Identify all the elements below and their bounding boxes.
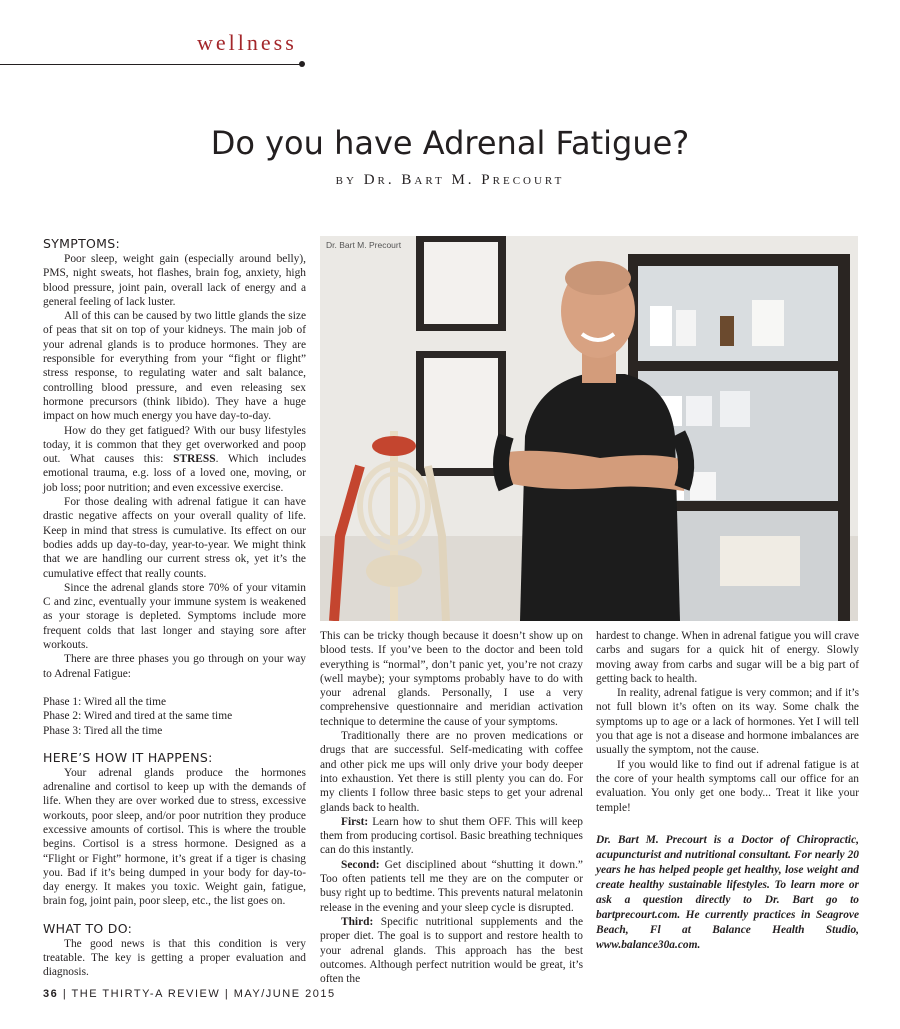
header-rule (0, 64, 302, 65)
step-text: Get disciplined about “shutting it down.” Too often patients tell me they are on the computer or busy right up to bedtime. This prevents natural melatonin release in the evening and your sleep cycle is disrupted. (320, 858, 583, 914)
footer-separator: | (62, 988, 68, 1000)
page-number: 36 (43, 988, 59, 1000)
paragraph: Traditionally there are no proven medications or drugs that are successful. Self-medicating with coffee and other pick me ups will only drive your body deeper into exhaustion. Yet there is still plenty you can do. For my clients I follow three basic steps to get your adrenal glands back to health. (320, 730, 583, 814)
paragraph: All of this can be caused by two little glands the size of peas that sit on top of your kidneys. The main job of your adrenal glands is to produce hormones. They are responsible for everything from your “fight or flight” stress response, to regulating water and salt balance, controlling blood pressure, and even releasing sex hormone precursors (think libido). They have a huge impact on how much energy you have day-to-day. (43, 310, 306, 423)
symptoms-heading: SYMPTOMS: (43, 236, 120, 251)
paragraph: The good news is that this condition is very treatable. The key is getting a proper evaluation and diagnosis. (43, 937, 306, 979)
step-label: First: (341, 815, 369, 828)
step-label: Third: (341, 915, 374, 928)
step-label: Second: (341, 858, 380, 871)
column-2 (320, 629, 583, 986)
stress-emphasis: STRESS (173, 453, 216, 466)
paragraph (320, 858, 583, 915)
header-rule-dot (299, 61, 305, 67)
paragraph: If you would like to find out if adrenal fatigue is at the core of your health symptoms call our office for an evaluation. You only get one body... Treat it like your temple! (596, 758, 859, 814)
article-byline: by Dr. Bart M. Precourt (335, 172, 565, 188)
paragraph: There are three phases you go through on your way to Adrenal Fatigue: (43, 653, 306, 680)
footer-separator: | (224, 988, 230, 1000)
text-run: How do they get fatigued? With our busy lifestyles today, it is common that they get overworked and poop out. What causes this: (43, 424, 306, 466)
column-3 (596, 629, 859, 953)
page-footer (43, 988, 336, 1000)
what-heading: WHAT TO DO: (43, 920, 133, 936)
phase-item: Phase 1: Wired all the time (43, 695, 167, 708)
column-1 (43, 236, 306, 980)
paragraph: hardest to change. When in adrenal fatigue you will crave carbs and sugars for a quick hit of energy. Slowly moving away from carbs and sugar will be a big part of getting back to health. (596, 630, 859, 685)
issue-date: MAY/JUNE 2015 (233, 988, 336, 1000)
paragraph (320, 915, 583, 986)
text-run: . Which includes emotional trauma, e.g. loss of a loved one, moving, or job loss; poor nutrition; and even excessive exercise. (43, 453, 306, 494)
section-tag: wellness (197, 30, 297, 55)
publication-name: THE THIRTY-A REVIEW (71, 988, 221, 1000)
paragraph (320, 815, 583, 858)
step-text: Learn how to shut them OFF. This will keep them from producing cortisol. Basic breathing techniques can do this instantly. (320, 815, 583, 857)
paragraph (43, 424, 306, 495)
paragraph: Since the adrenal glands store 70% of your vitamin C and zinc, eventually your immune system is weakened as your storage is depleted. Symptoms include more frequent colds that last longer and staying sore after workouts. (43, 581, 306, 652)
paragraph: Your adrenal glands produce the hormones adrenaline and cortisol to keep up with the demands of life. When they are over worked due to stress, excessive workouts, poor sleep, and/or poor nutrition they produce excessive amounts of cortisol. This is where the trouble begins. Cortisol is a stress hormone. Designed as a “Flight or Fight” hormone, it’s great if a tiger is chasing you. Bad if it’s being dumped in your body for day-to-day energy. It makes you toxic. Weight gain, fatigue, brain fog, joint pain, poor sleep, etc., the list goes on. (43, 766, 306, 908)
photo-illustration (320, 236, 858, 621)
paragraph: This can be tricky though because it doesn’t show up on blood tests. If you’ve been to the doctor and been told everything is “normal”, don’t panic yet, you’re not crazy (well maybe); your symptoms probably have to do with your adrenal glands. Personally, I use a very comprehensive questionnaire and meridian activation technique to determine the cause of your symptoms. (320, 630, 583, 728)
step-text: Specific nutritional supplements and the proper diet. The goal is to support and restore health to your adrenal glands. This approach has the best outcomes. Although perfect nutrition would be great, it’s often the (320, 915, 583, 986)
doctor-photo (320, 236, 858, 621)
article-title: Do you have Adrenal Fatigue? (210, 124, 690, 162)
paragraph: In reality, adrenal fatigue is very common; and if it’s not full blown it’s often on its way. Some chalk the symptoms up to age or a lack of hormones. Yet I will tell you that age is not a disease and hormone imbalances are usually the symptom, not the cause. (596, 687, 859, 757)
phase-item: Phase 3: Tired all the time (43, 724, 163, 737)
how-heading: HERE’S HOW IT HAPPENS: (43, 749, 213, 765)
paragraph: Poor sleep, weight gain (especially around belly), PMS, night sweats, hot flashes, brain fog, anxiety, high blood pressure, joint pain, overall lack of energy and a general feeling of lack luster. (43, 253, 306, 308)
photo-caption: Dr. Bart M. Precourt (326, 240, 402, 250)
paragraph: For those dealing with adrenal fatigue it can have drastic negative affects on your overall quality of life. Keep in mind that stress is cumulative. Its effect on our bodies adds up day-to-day, year-to-year. We might think that we are handling our current stress ok, yet it’s the cumulative effect that really counts. (43, 496, 306, 580)
phase-item: Phase 2: Wired and tired at the same time (43, 710, 233, 723)
author-bio: Dr. Bart M. Precourt is a Doctor of Chiropractic, acupuncturist and nutritional consultant. For nearly 20 years he has helped people get healthy, lose weight and create healthy sustainable lifestyles. To learn more or ask a question directly to Dr. Bart go to bartprecourt.com. He currently practices in Seagrove Beach, Fl at Balance Health Studio, www.balance30a.com. (596, 833, 859, 951)
